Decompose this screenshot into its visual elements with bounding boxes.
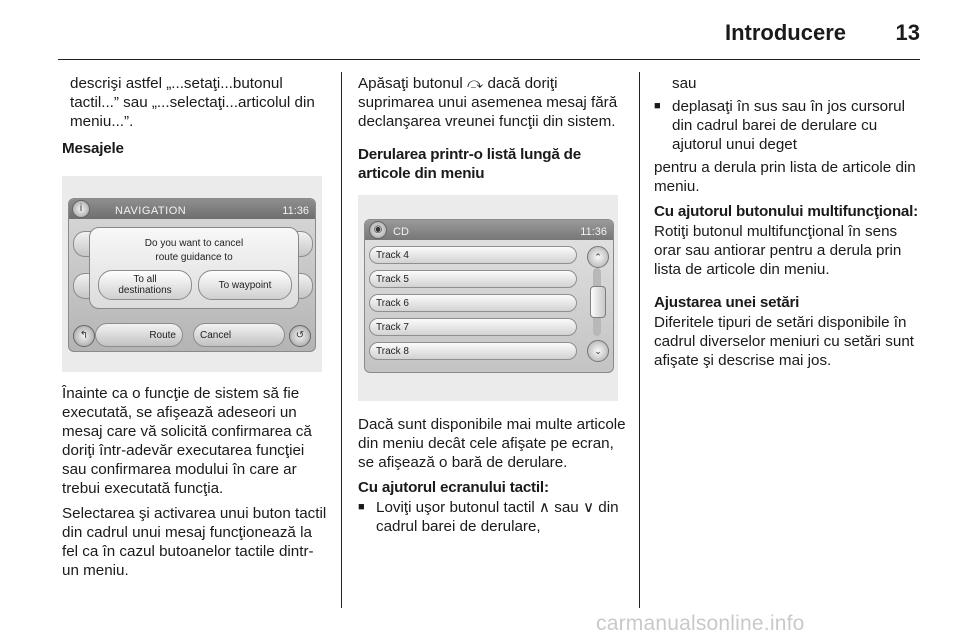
column-divider-right bbox=[639, 72, 640, 608]
text-sau: sau bbox=[672, 75, 697, 92]
scroll-down-arrow-icon[interactable]: ⌄ bbox=[587, 340, 609, 362]
page-number: 13 bbox=[895, 20, 920, 45]
paragraph-selection: Selectarea şi activarea unui buton tactil din cadrul unui mesaj funcţionează la fel ca în cazul butoanelor tactile dintr-un meniu. bbox=[62, 505, 327, 579]
track-item[interactable]: Track 4 bbox=[369, 246, 577, 264]
back-icon[interactable]: ↰ bbox=[73, 325, 95, 347]
watermark: carmanualsonline.info bbox=[596, 612, 805, 635]
column-right bbox=[654, 74, 922, 376]
navigation-title-bar bbox=[69, 199, 315, 219]
heading-adjust-setting: Ajustarea unei setări bbox=[654, 294, 800, 311]
figure-navigation-dialog bbox=[62, 176, 322, 372]
return-icon[interactable]: ↺ bbox=[289, 325, 311, 347]
header-divider bbox=[58, 59, 920, 60]
heading-scroll-list: Derularea printr-o listă lungă de articole din meniu bbox=[358, 146, 581, 182]
cancel-button[interactable]: Cancel bbox=[193, 323, 285, 347]
paragraph-multifunction: Rotiţi butonul multifuncţional în sens orar sau antiorar pentru a derula prin lista de articole din meniu. bbox=[654, 223, 902, 278]
to-waypoint-button[interactable]: To waypoint bbox=[198, 270, 292, 300]
cd-title: CD bbox=[393, 226, 409, 238]
navigation-screen bbox=[68, 198, 316, 352]
bullet-mark: ■ bbox=[654, 100, 661, 112]
column-left bbox=[62, 74, 330, 586]
paragraph-scroll-through: pentru a derula prin lista de articole din meniu. bbox=[654, 159, 916, 195]
info-icon: i bbox=[72, 200, 90, 218]
heading-touchscreen: Cu ajutorul ecranului tactil: bbox=[358, 479, 549, 496]
disc-icon: ◉ bbox=[369, 221, 387, 239]
cd-screen bbox=[364, 219, 614, 373]
scrollbar-thumb[interactable] bbox=[590, 286, 606, 318]
cd-title-bar bbox=[365, 220, 613, 240]
section-title: Introducere bbox=[724, 20, 846, 45]
paragraph-scrollbar: Dacă sunt disponibile mai multe articole din meniu decât cele afişate pe ecran, se afişează o bară de derulare. bbox=[358, 416, 626, 471]
heading-multifunction: Cu ajutorul butonului multifuncţional: bbox=[654, 203, 919, 220]
paragraph-back-button: Apăsaţi butonul ⤼ dacă doriţi suprimarea unui asemenea mesaj fără declanşarea vreunei funcţii din sistem. bbox=[358, 75, 618, 130]
back-button-icon: ⤼ bbox=[466, 75, 484, 92]
dialog-question-line2: route guidance to bbox=[155, 252, 233, 263]
dialog-question-line1: Do you want to cancel bbox=[144, 238, 244, 249]
bullet-mark: ■ bbox=[358, 501, 365, 513]
navigation-title: NAVIGATION bbox=[115, 205, 187, 217]
route-button[interactable]: Route bbox=[95, 323, 183, 347]
scroll-up-arrow-icon[interactable]: ⌃ bbox=[587, 246, 609, 268]
to-all-destinations-button[interactable]: To all destinations bbox=[98, 270, 192, 300]
column-middle bbox=[358, 74, 628, 540]
heading-messages: Mesajele bbox=[62, 140, 124, 157]
bullet-tap-arrow: ■ Loviţi uşor butonul tactil ∧ sau ∨ din cadrul barei de derulare, bbox=[358, 499, 619, 535]
clock: 11:36 bbox=[282, 205, 309, 217]
clock: 11:36 bbox=[580, 226, 607, 238]
paragraph-confirmation: Înainte ca o funcţie de sistem să fie executată, se afişează adeseori un mesaj care vă solicită confirmarea că doriţi într-adevăr executarea funcţiei sau confirmarea modului în care ar trebui executată funcţia. bbox=[62, 385, 312, 497]
track-item[interactable]: Track 7 bbox=[369, 318, 577, 336]
track-item[interactable]: Track 8 bbox=[369, 342, 577, 360]
bullet-drag-cursor: ■ deplasaţi în sus sau în jos cursorul din cadrul barei de derulare cu ajutorul unui deget bbox=[654, 98, 905, 153]
column-divider-left bbox=[341, 72, 342, 608]
paragraph-settings: Diferitele tipuri de setări disponibile în cadrul diverselor meniuri cu setări sunt afişate şi descrise mai jos. bbox=[654, 314, 914, 369]
track-item[interactable]: Track 5 bbox=[369, 270, 577, 288]
figure-cd-list bbox=[358, 195, 618, 401]
intro-paragraph: descrişi astfel „...setaţi...butonul tactil...” sau „...selectaţi...articolul din meniu...”. bbox=[70, 75, 315, 130]
track-item[interactable]: Track 6 bbox=[369, 294, 577, 312]
confirmation-dialog bbox=[89, 227, 299, 309]
